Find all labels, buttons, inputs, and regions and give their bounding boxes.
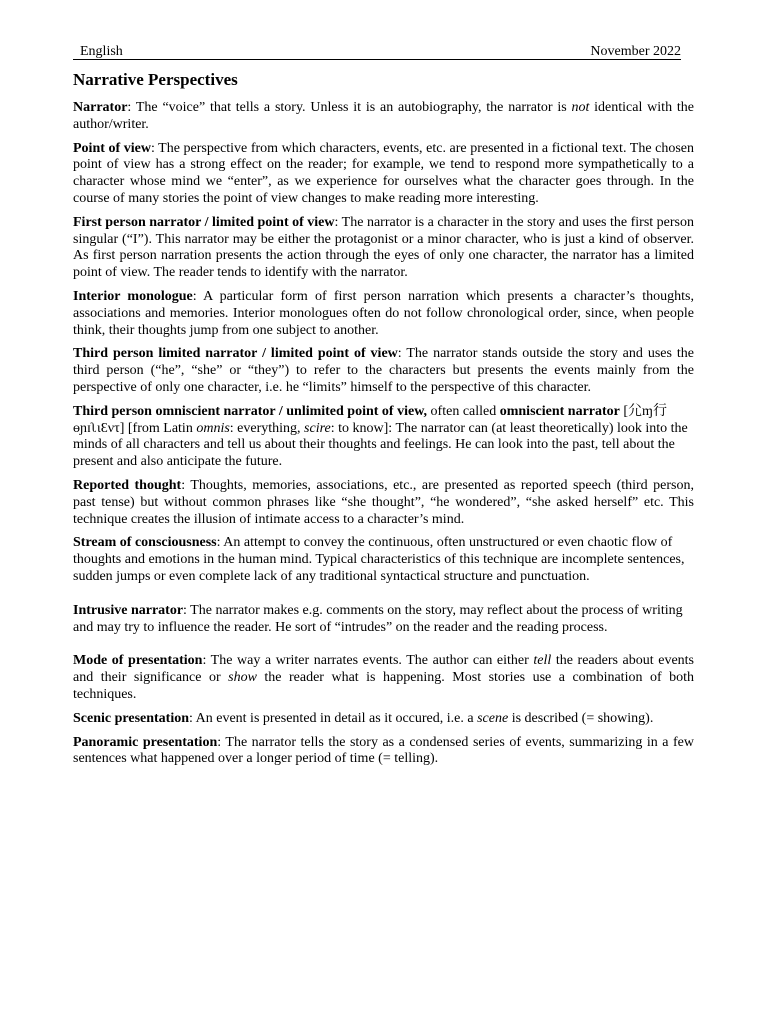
page-header (73, 44, 681, 60)
entry-text: : An attempt to convey the continuous, often unstructured or even chaotic flow of thoughts and emotions in the human mind. Typical characteristics of this technique are incomplete sentences, sudden jumps or even complete lack of any traditional syntactical structure and punctuation. (73, 535, 685, 584)
header-subject: English (80, 44, 123, 59)
entry-emphasis: show (228, 670, 257, 686)
entry-text: : The way a writer narrates events. The author can either (202, 653, 534, 669)
entry-term: Panoramic presentation (73, 734, 218, 750)
entry-text: : Thoughts, memories, associations, etc., are presented as reported speech (third person, past tense) but without common phrases like “she thought”, “he wondered”, “she asked herself” etc. This technique creates the illusion of intimate access to a character’s mind. (73, 477, 695, 527)
entry-stream-of-consciousness (73, 535, 694, 585)
entry-term: Mode of presentation (73, 653, 203, 669)
entry-third-person-limited (73, 346, 694, 396)
entry-text: often called (427, 403, 500, 419)
page-title: Narrative Perspectives (73, 70, 238, 89)
entry-term: Third person limited narrator / limited point of view (73, 346, 398, 362)
entry-scenic-presentation (73, 711, 694, 728)
entry-term: Interior monologue (73, 288, 193, 304)
entry-term: First person narrator / limited point of view (73, 214, 335, 230)
entry-emphasis: scire (304, 420, 331, 436)
entry-term: omniscient narrator (499, 403, 620, 419)
entry-text: : everything, (229, 420, 305, 436)
entry-text: : The narrator stands outside the story and uses the third person (“he”, “she” or “they”) to refer to the characters but presents the events mainly from the perspective of only one character, i.e. he “limits” himself to the perspective of this character. (73, 346, 694, 395)
entry-third-person-omniscient (73, 404, 694, 471)
entry-text: the reader what is happening. Most stories use a combination of both techniques. (73, 670, 694, 702)
entry-first-person-narrator (73, 215, 694, 282)
entry-reported-thought (73, 478, 694, 528)
entry-term: Point of view (73, 140, 151, 156)
entry-text: [⺏ɱ⾏ɵɲɪʅιƐντ] [from Latin (73, 403, 667, 436)
entry-term: Third person omniscient narrator / unlimited point of view, (73, 403, 428, 419)
entry-text: : to know]: The narrator can (at least theoretically) look into the minds of all characters and tell us about their thoughts and feelings. He can look into the past, tell about the present and also anticipate the future. (73, 420, 688, 470)
entry-emphasis: omnis (196, 420, 230, 436)
entry-text: identical with the author/writer. (73, 100, 694, 132)
entry-narrator (73, 100, 694, 134)
entry-emphasis: tell (533, 653, 552, 669)
entry-point-of-view (73, 141, 694, 208)
entry-text: : An event is presented in detail as it occured, i.e. a (189, 710, 478, 726)
entry-term: Reported thought (73, 477, 182, 493)
entry-term: Scenic presentation (73, 710, 190, 726)
entry-panoramic-presentation (73, 735, 694, 769)
entry-text: : The narrator makes e.g. comments on the story, may reflect about the process of writing and may try to influence the reader. He sort of “intrudes” on the reader and the reading process. (73, 602, 683, 635)
entry-text: is described (= showing). (508, 710, 654, 726)
header-date: November 2022 (590, 44, 681, 59)
entry-emphasis: scene (477, 710, 509, 726)
entry-emphasis: not (571, 100, 590, 115)
entry-text: : The narrator is a character in the story and uses the first person singular (“I”). This narrator may be either the protagonist or a minor character, who is just a kind of observer. As first person narration presents the action through the eyes of only one character, the narrator has a limited point of view. The reader tends to identify with the narrator. (73, 214, 694, 281)
entry-text: : The narrator tells the story as a condensed series of events, summarizing in a few sentences what happened over a longer period of time (= telling). (73, 734, 694, 767)
entry-interior-monologue (73, 289, 694, 339)
entry-intrusive-narrator (73, 603, 694, 637)
entry-text: : A particular form of first person narration which presents a character’s thoughts, associations and memories. Interior monologues often do not follow chronological order, since, when people think, their thoughts jump from one subject to another. (73, 288, 695, 338)
entry-text: : The “voice” that tells a story. Unless it is an autobiography, the narrator is (127, 100, 572, 115)
entry-text: the readers about events and their significance or (73, 653, 694, 686)
document-page (73, 44, 694, 775)
entry-term: Intrusive narrator (73, 602, 184, 618)
entry-mode-of-presentation (73, 653, 694, 703)
entry-text: : The perspective from which characters, events, etc. are presented in a fictional text. The chosen point of view has a strong effect on the reader; for example, we tend to respond more sympathetically to a character whose mind we “enter”, as we experience for ourselves what the character goes through. In the course of many stories the point of view changes to make reading more interesting. (73, 140, 695, 206)
entry-term: Stream of consciousness (73, 535, 217, 551)
entry-term: Narrator (73, 100, 128, 115)
